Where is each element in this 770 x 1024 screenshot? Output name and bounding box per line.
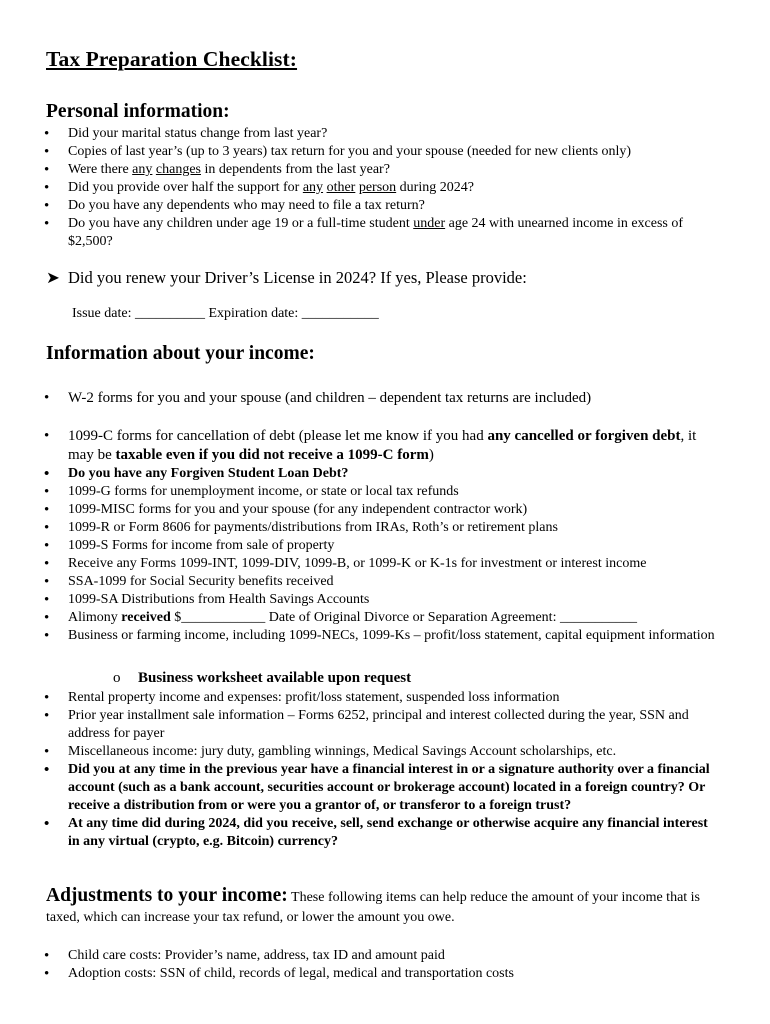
list-item: • Miscellaneous income: jury duty, gambling winnings, Medical Savings Account scholarships, etc. <box>0 743 718 761</box>
adjustments-list <box>0 947 770 983</box>
list-item: • W-2 forms for you and your spouse (and children – dependent tax returns are included) <box>0 389 718 407</box>
list-item: • Were there any changes in dependents from the last year? <box>0 161 718 179</box>
income-heading: Information about your income: <box>46 343 315 364</box>
list-item: • Rental property income and expenses: profit/loss statement, suspended loss information <box>0 689 718 707</box>
issue-date-field: Issue date: __________ <box>72 306 205 321</box>
list-item: • Adoption costs: SSN of child, records of legal, medical and transportation costs <box>0 965 718 983</box>
adjustments-paragraph: Adjustments to your income: These following items can help reduce the amount of your income that is taxed, which can increase your tax refund, or lower the amount you owe. <box>46 885 701 925</box>
list-item: • 1099-C forms for cancellation of debt (please let me know if you had any cancelled or forgiven debt, it may be taxable even if you did not receive a 1099-C form) <box>0 427 718 465</box>
income-list-continued <box>0 689 770 851</box>
license-dates <box>72 306 379 322</box>
list-item: • At any time did during 2024, did you receive, sell, send exchange or otherwise acquire any financial interest in any virtual (crypto, e.g. Bitcoin) currency? <box>0 815 718 851</box>
list-item: • 1099-G forms for unemployment income, or state or local tax refunds <box>0 483 718 501</box>
list-item: • 1099-S Forms for income from sale of property <box>0 537 718 555</box>
adjustments-heading: Adjustments to your income: <box>46 885 288 906</box>
sub-bullet-icon: o <box>113 670 121 686</box>
list-item: • Receive any Forms 1099-INT, 1099-DIV, 1099-B, or 1099-K or K-1s for investment or interest income <box>0 555 718 573</box>
list-item: • Do you have any Forgiven Student Loan Debt? <box>0 465 718 483</box>
list-item: • Do you have any dependents who may need to file a tax return? <box>0 197 718 215</box>
personal-info-list <box>0 125 770 251</box>
business-worksheet-note: o Business worksheet available upon request <box>113 670 412 686</box>
list-item: • Did you at any time in the previous year have a financial interest in or a signature authority over a financial account (such as a bank account, securities account or brokerage account) located in a foreign country? Or receive a distribution from or were you a grantor of, or transferor to a foreign trust? <box>0 761 718 815</box>
list-item: • 1099-SA Distributions from Health Savings Accounts <box>0 591 718 609</box>
list-item: • Copies of last year’s (up to 3 years) tax return for you and your spouse (needed for new clients only) <box>0 143 718 161</box>
list-item: • SSA-1099 for Social Security benefits received <box>0 573 718 591</box>
list-item: • Did your marital status change from last year? <box>0 125 718 143</box>
list-item: • Child care costs: Provider’s name, address, tax ID and amount paid <box>0 947 718 965</box>
list-item: • Alimony received $____________ Date of Original Divorce or Separation Agreement: ___________ <box>0 609 718 627</box>
personal-info-heading: Personal information: <box>46 101 230 122</box>
list-item: • 1099-MISC forms for you and your spouse (for any independent contractor work) <box>0 501 718 519</box>
list-item: • Prior year installment sale information – Forms 6252, principal and interest collected during the year, SSN and address for payer <box>0 707 718 743</box>
license-question: ➤ Did you renew your Driver’s License in 2024? If yes, Please provide: <box>46 268 527 287</box>
expiration-date-field: Expiration date: ___________ <box>208 306 379 321</box>
income-list <box>0 389 770 645</box>
list-item: • Did you provide over half the support for any other person during 2024? <box>0 179 718 197</box>
list-item: • 1099-R or Form 8606 for payments/distributions from IRAs, Roth’s or retirement plans <box>0 519 718 537</box>
page-title: Tax Preparation Checklist: <box>46 47 298 71</box>
list-item: • Do you have any children under age 19 or a full-time student under age 24 with unearned income in excess of $2,500? <box>0 215 718 251</box>
arrow-bullet-icon: ➤ <box>46 268 60 287</box>
list-item: • Business or farming income, including 1099-NECs, 1099-Ks – profit/loss statement, capital equipment information <box>0 627 718 645</box>
